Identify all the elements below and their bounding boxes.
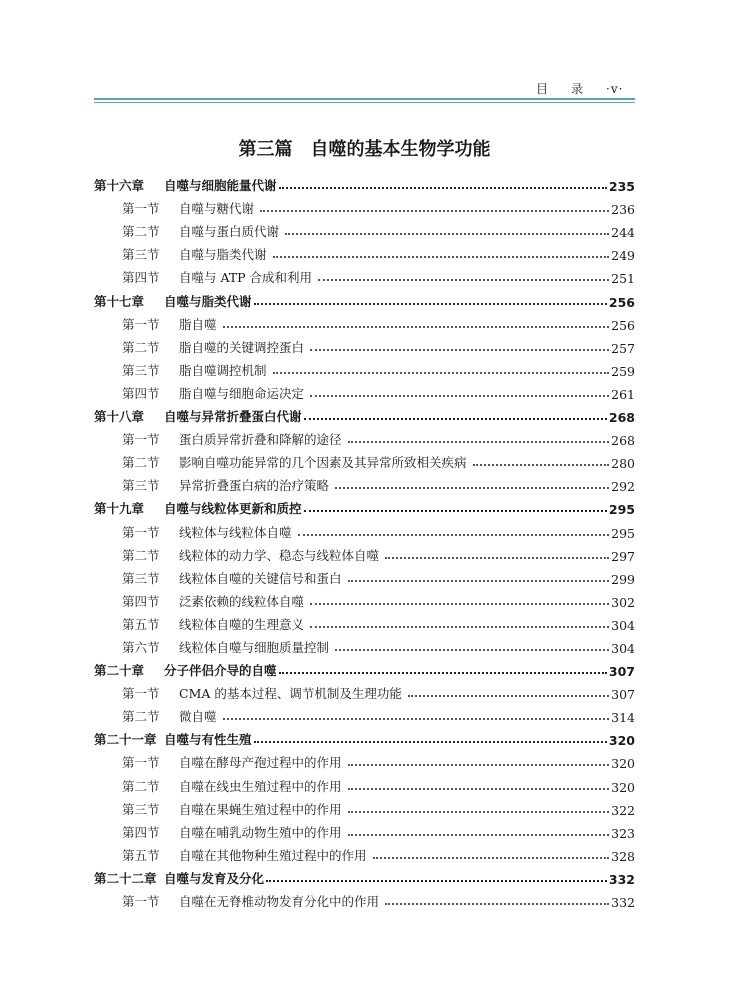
- header-page-number: ·v·: [606, 82, 624, 96]
- toc-entry-title: 自噬在线虫生殖过程中的作用: [179, 778, 342, 794]
- dot-leader: [254, 729, 607, 743]
- dot-leader: [318, 267, 609, 281]
- dot-leader: [373, 845, 610, 859]
- toc-entry-page: 259: [611, 363, 635, 379]
- toc-section-entry[interactable]: [94, 379, 635, 402]
- toc-section-entry[interactable]: [94, 263, 635, 286]
- toc-entry-page: 280: [611, 456, 635, 472]
- header-label-right: 录: [571, 82, 585, 96]
- toc-entry-page: 251: [611, 271, 635, 287]
- toc-entry-number: 第一节: [122, 432, 160, 448]
- toc-section-entry[interactable]: [94, 471, 635, 494]
- toc-entry-number: 第一节: [122, 755, 160, 771]
- toc-section-entry[interactable]: [94, 194, 635, 217]
- dot-leader: [266, 868, 607, 882]
- toc-entry-page: 249: [611, 248, 635, 264]
- toc-entry-page: 297: [611, 548, 635, 564]
- toc-entry-number: 第四节: [122, 385, 160, 401]
- toc-entry-page: 256: [611, 317, 635, 333]
- toc-section-entry[interactable]: [94, 887, 635, 910]
- dot-leader: [304, 498, 607, 512]
- dot-leader: [385, 545, 609, 559]
- toc-entry-title: 自噬与脂类代谢: [164, 293, 252, 309]
- toc-entry-number: 第三节: [122, 570, 160, 586]
- toc-section-entry[interactable]: [94, 610, 635, 633]
- dot-leader: [310, 383, 609, 397]
- toc-entry-number: 第二节: [122, 339, 160, 355]
- toc-entry-title: 影响自噬功能异常的几个因素及其异常所致相关疾病: [179, 455, 467, 471]
- toc-entry-page: 332: [611, 895, 635, 910]
- table-of-contents: [94, 171, 635, 910]
- toc-entry-page: 304: [611, 640, 635, 656]
- dot-leader: [273, 244, 610, 258]
- part-title: 第三篇 自噬的基本生物学功能: [238, 139, 491, 160]
- toc-entry-number: 第二十章: [94, 663, 145, 679]
- toc-entry-title: 自噬与细胞能量代谢: [164, 178, 277, 194]
- toc-entry-number: 第三节: [122, 801, 160, 817]
- toc-section-entry[interactable]: [94, 679, 635, 702]
- dot-leader: [279, 175, 607, 189]
- toc-entry-number: 第十七章: [94, 293, 145, 309]
- toc-entry-title: 蛋白质异常折叠和降解的途径: [179, 432, 342, 448]
- toc-section-entry[interactable]: [94, 795, 635, 818]
- toc-entry-number: 第二十一章: [94, 732, 157, 748]
- toc-entry-title: 脂自噬的关键调控蛋白: [179, 339, 305, 355]
- toc-entry-number: 第四节: [122, 824, 160, 840]
- header-rule-thick: [94, 98, 635, 100]
- toc-entry-number: 第一节: [122, 686, 160, 702]
- dot-leader: [285, 221, 609, 235]
- toc-entry-page: 268: [611, 433, 635, 449]
- toc-entry-page: 244: [611, 225, 635, 241]
- toc-entry-title: 自噬与异常折叠蛋白代谢: [164, 409, 302, 425]
- toc-entry-page: 268: [608, 410, 635, 426]
- toc-section-entry[interactable]: [94, 448, 635, 471]
- toc-entry-title: 线粒体自噬与细胞质量控制: [179, 639, 330, 655]
- toc-entry-title: 微自噬: [179, 709, 217, 725]
- toc-entry-number: 第五节: [122, 847, 160, 863]
- toc-entry-title: 分子伴侣介导的自噬: [164, 663, 277, 679]
- toc-entry-page: 236: [611, 202, 635, 218]
- toc-entry-page: 257: [611, 340, 635, 356]
- dot-leader: [304, 406, 607, 420]
- toc-entry-title: 自噬在哺乳动物生殖中的作用: [179, 824, 342, 840]
- dot-leader: [348, 799, 610, 813]
- toc-section-entry[interactable]: [94, 310, 635, 333]
- dot-leader: [408, 683, 609, 697]
- toc-entry-page: 307: [611, 687, 635, 703]
- toc-entry-title: 自噬在其他物种生殖过程中的作用: [179, 847, 367, 863]
- toc-entry-page: 307: [608, 664, 635, 680]
- toc-entry-title: 线粒体的动力学、稳态与线粒体自噬: [179, 547, 380, 563]
- toc-section-entry[interactable]: [94, 333, 635, 356]
- toc-entry-page: 323: [611, 825, 635, 841]
- toc-section-entry[interactable]: [94, 541, 635, 564]
- toc-entry-page: 320: [611, 756, 635, 772]
- dot-leader: [273, 360, 610, 374]
- toc-entry-title: 自噬在无脊椎动物发育分化中的作用: [179, 894, 380, 909]
- toc-section-entry[interactable]: [94, 564, 635, 587]
- toc-entry-page: 295: [611, 525, 635, 541]
- dot-leader: [279, 660, 607, 674]
- toc-entry-number: 第四节: [122, 270, 160, 286]
- toc-entry-number: 第二节: [122, 547, 160, 563]
- toc-entry-number: 第五节: [122, 616, 160, 632]
- toc-entry-page: 299: [611, 571, 635, 587]
- toc-entry-title: 线粒体与线粒体自噬: [179, 524, 292, 540]
- toc-entry-title: 自噬在酵母产孢过程中的作用: [179, 755, 342, 771]
- dot-leader: [385, 891, 609, 905]
- toc-section-entry[interactable]: [94, 240, 635, 263]
- toc-chapter-entry[interactable]: [94, 494, 635, 517]
- dot-leader: [348, 568, 610, 582]
- toc-entry-number: 第二十二章: [94, 870, 157, 886]
- toc-entry-page: 302: [611, 594, 635, 610]
- header-label-left: 目: [536, 82, 550, 96]
- dot-leader: [260, 198, 609, 212]
- toc-entry-number: 第一节: [122, 201, 160, 217]
- toc-entry-page: 314: [611, 710, 635, 726]
- toc-entry-title: 脂自噬调控机制: [179, 362, 267, 378]
- toc-entry-title: 自噬与 ATP 合成和利用: [179, 270, 313, 286]
- toc-entry-number: 第二节: [122, 709, 160, 725]
- toc-entry-number: 第二节: [122, 455, 160, 471]
- toc-entry-page: 292: [611, 479, 635, 495]
- toc-chapter-entry[interactable]: [94, 286, 635, 309]
- toc-chapter-entry[interactable]: [94, 171, 635, 194]
- dot-leader: [223, 314, 610, 328]
- toc-entry-number: 第一节: [122, 524, 160, 540]
- toc-entry-number: 第十八章: [94, 409, 145, 425]
- toc-entry-page: 295: [608, 502, 635, 518]
- dot-leader: [335, 637, 609, 651]
- toc-entry-number: 第十九章: [94, 501, 145, 517]
- toc-entry-page: 320: [611, 779, 635, 795]
- dot-leader: [348, 822, 610, 836]
- toc-entry-number: 第六节: [122, 639, 160, 655]
- toc-entry-title: CMA 的基本过程、调节机制及生理功能: [179, 686, 402, 702]
- dot-leader: [348, 776, 610, 790]
- toc-section-entry[interactable]: [94, 748, 635, 771]
- toc-entry-number: 第三节: [122, 247, 160, 263]
- toc-entry-title: 异常折叠蛋白病的治疗策略: [179, 478, 330, 494]
- toc-chapter-entry[interactable]: [94, 402, 635, 425]
- toc-entry-title: 泛素依赖的线粒体自噬: [179, 593, 305, 609]
- dot-leader: [254, 291, 607, 305]
- toc-section-entry[interactable]: [94, 425, 635, 448]
- toc-entry-title: 脂自噬: [179, 316, 217, 332]
- toc-entry-title: 自噬与蛋白质代谢: [179, 224, 280, 240]
- dot-leader: [223, 706, 610, 720]
- toc-entry-title: 自噬在果蝇生殖过程中的作用: [179, 801, 342, 817]
- toc-entry-title: 线粒体自噬的关键信号和蛋白: [179, 570, 342, 586]
- toc-entry-page: 332: [608, 871, 635, 887]
- toc-entry-page: 322: [611, 802, 635, 818]
- toc-section-entry[interactable]: [94, 841, 635, 864]
- dot-leader: [335, 475, 609, 489]
- toc-entry-title: 脂自噬与细胞命运决定: [179, 385, 305, 401]
- toc-section-entry[interactable]: [94, 587, 635, 610]
- toc-section-entry[interactable]: [94, 217, 635, 240]
- toc-section-entry[interactable]: [94, 702, 635, 725]
- running-header: [536, 80, 623, 97]
- toc-chapter-entry[interactable]: [94, 656, 635, 679]
- toc-entry-title: 自噬与糖代谢: [179, 201, 255, 217]
- dot-leader: [310, 591, 609, 605]
- toc-section-entry[interactable]: [94, 633, 635, 656]
- toc-entry-number: 第四节: [122, 593, 160, 609]
- toc-entry-page: 328: [611, 848, 635, 864]
- toc-chapter-entry[interactable]: [94, 725, 635, 748]
- toc-entry-number: 第一节: [122, 894, 160, 909]
- toc-entry-title: 自噬与发育及分化: [164, 870, 265, 886]
- toc-entry-number: 第三节: [122, 362, 160, 378]
- toc-entry-number: 第二节: [122, 224, 160, 240]
- toc-entry-title: 自噬与脂类代谢: [179, 247, 267, 263]
- header-rule-thin: [94, 102, 635, 103]
- toc-section-entry[interactable]: [94, 771, 635, 794]
- toc-entry-page: 261: [611, 386, 635, 402]
- toc-entry-page: 235: [608, 179, 635, 195]
- dot-leader: [348, 752, 610, 766]
- toc-section-entry[interactable]: [94, 818, 635, 841]
- toc-entry-page: 304: [611, 617, 635, 633]
- toc-entry-page: 320: [608, 733, 635, 749]
- toc-entry-number: 第二节: [122, 778, 160, 794]
- dot-leader: [298, 522, 610, 536]
- toc-entry-title: 自噬与线粒体更新和质控: [164, 501, 302, 517]
- dot-leader: [310, 614, 609, 628]
- toc-section-entry[interactable]: [94, 517, 635, 540]
- dot-leader: [348, 429, 610, 443]
- toc-chapter-entry[interactable]: [94, 864, 635, 887]
- toc-entry-title: 自噬与有性生殖: [164, 732, 252, 748]
- toc-entry-number: 第三节: [122, 478, 160, 494]
- toc-entry-number: 第一节: [122, 316, 160, 332]
- toc-entry-page: 256: [608, 294, 635, 310]
- dot-leader: [473, 452, 610, 466]
- toc-entry-title: 线粒体自噬的生理意义: [179, 616, 305, 632]
- toc-section-entry[interactable]: [94, 356, 635, 379]
- toc-entry-number: 第十六章: [94, 178, 145, 194]
- dot-leader: [310, 337, 609, 351]
